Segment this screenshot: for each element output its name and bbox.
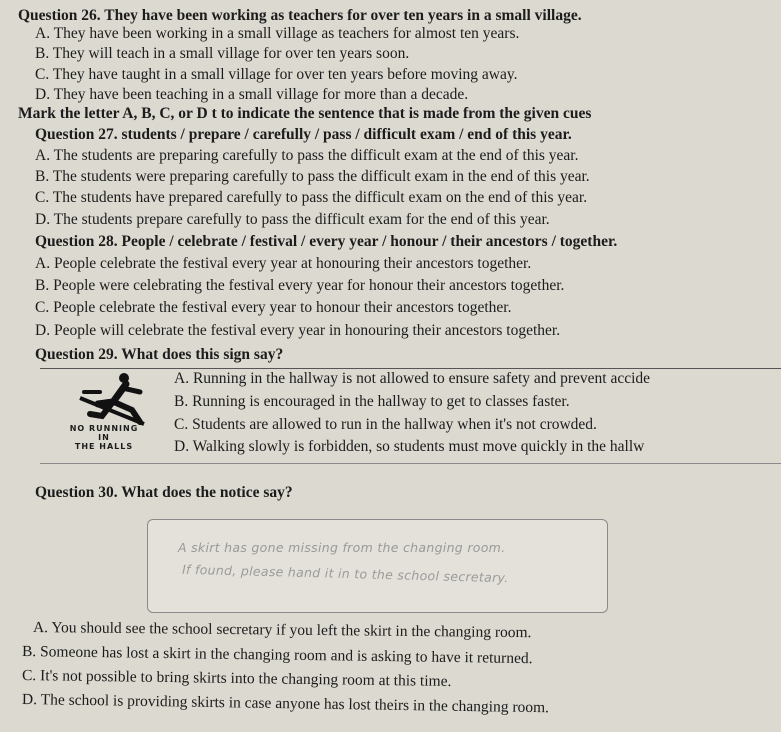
sign-line-1: NO RUNNING [69, 424, 139, 433]
q27-option-d: D. The students prepare carefully to pass the difficult exam for the end of this year. [35, 211, 550, 228]
sign-line-3: THE HALLS [74, 442, 134, 451]
q30-option-b: B. Someone has lost a skirt in the changing room and is asking to have it returned. [21, 643, 533, 668]
q30-option-d: D. The school is providing skirts in case anyone has lost theirs in the changing room. [21, 691, 550, 717]
sign-line-2: IN [98, 433, 110, 442]
q29-option-c: C. Students are allowed to run in the hallway when it's not crowded. [174, 416, 597, 433]
q30-option-c: C. It's not possible to bring skirts into the changing room at this time. [21, 667, 452, 690]
running-person-icon [84, 373, 140, 422]
q27-option-a: A. The students are preparing carefully to pass the difficult exam at the end of this year. [35, 147, 579, 164]
notice-line-2: If found, please hand it in to the school secretary. [181, 561, 509, 586]
notice-line-1: A skirt has gone missing from the changing room. [178, 540, 506, 555]
q28-option-c: C. People celebrate the festival every year to honour their ancestors together. [35, 299, 512, 316]
q26-option-b: B. They will teach in a small village for over ten years soon. [35, 45, 410, 62]
question-30-stem: Question 30. What does the notice say? [35, 484, 293, 501]
q26-option-d: D. They have been teaching in a small village for more than a decade. [35, 86, 469, 103]
question-27-stem: Question 27. students / prepare / carefully / pass / difficult exam / end of this year. [35, 126, 572, 143]
q28-option-b: B. People were celebrating the festival every year for honour their ancestors together. [35, 277, 565, 294]
q27-option-b: B. The students were preparing carefully to pass the difficult exam in the end of this year. [35, 168, 590, 185]
q29-option-b: B. Running is encouraged in the hallway to get to classes faster. [174, 393, 570, 410]
question-26-stem: Question 26. They have been working as teachers for over ten years in a small village. [18, 7, 582, 24]
q28-option-a: A. People celebrate the festival every year at honouring their ancestors together. [35, 255, 532, 272]
q30-option-a: A. You should see the school secretary if you left the skirt in the changing room. [32, 619, 532, 642]
q29-option-a: A. Running in the hallway is not allowed to ensure safety and prevent accide [174, 370, 651, 387]
q26-option-c: C. They have taught in a small village for over ten years before moving away. [35, 66, 518, 83]
q26-option-a: A. They have been working in a small village as teachers for almost ten years. [35, 25, 520, 42]
section-instruction: Mark the letter A, B, C, or D t to indicate the sentence that is made from the given cues [18, 105, 592, 122]
q27-option-c: C. The students have prepared carefully to pass the difficult exam on the end of this year. [35, 189, 588, 206]
q28-option-d: D. People will celebrate the festival every year in honouring their ancestors together. [35, 322, 561, 339]
sign-caption [44, 424, 164, 451]
sign-box-bottom-border [40, 463, 781, 464]
handwritten-notice [147, 519, 608, 613]
question-29-stem: Question 29. What does this sign say? [35, 346, 284, 363]
q29-option-d: D. Walking slowly is forbidden, so students must move quickly in the hallw [174, 438, 645, 455]
question-28-stem: Question 28. People / celebrate / festival / every year / honour / their ancestors / together. [35, 233, 618, 250]
